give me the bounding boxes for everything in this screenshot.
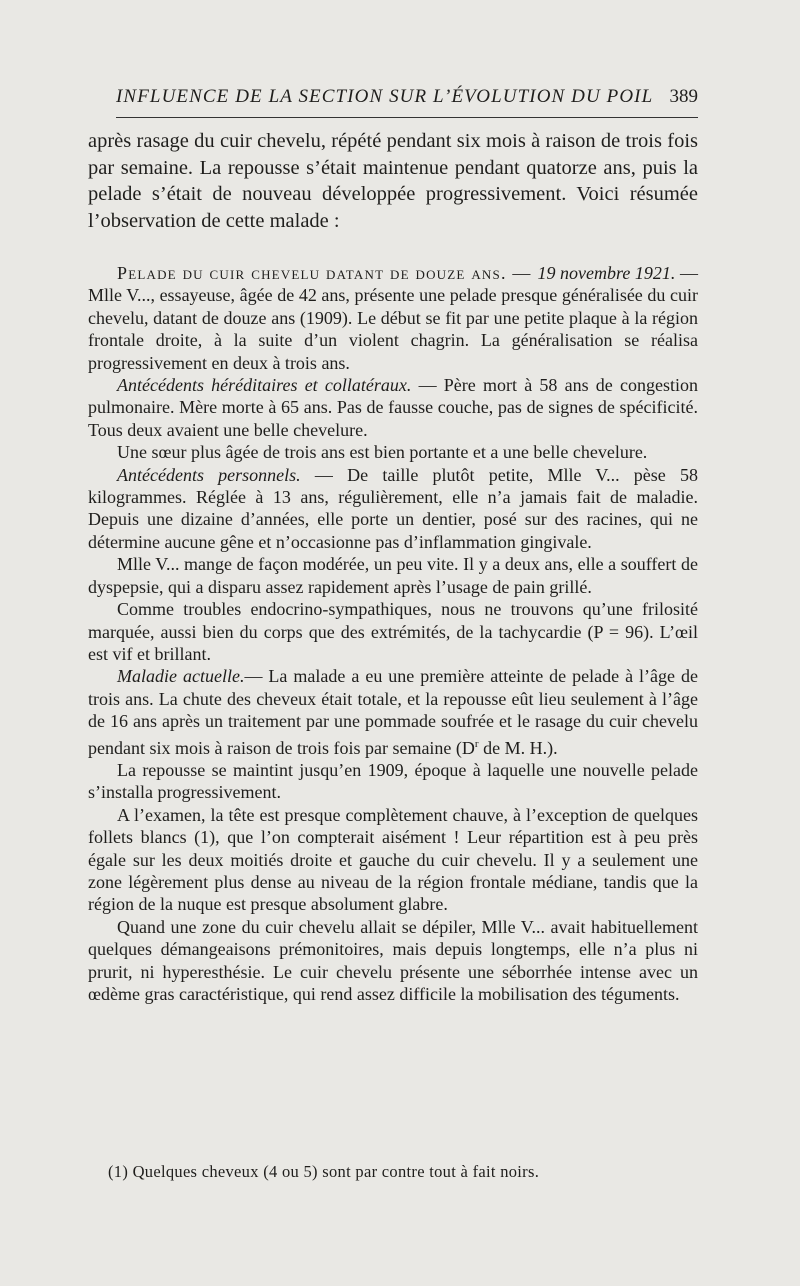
current-illness-text-b: de M. H.).	[478, 737, 558, 758]
header-rule	[116, 117, 698, 118]
page-number: 389	[669, 86, 698, 107]
case-observation	[88, 262, 698, 1005]
sister-paragraph: Une sœur plus âgée de trois ans est bien portante et a une belle chevelure.	[117, 442, 648, 463]
case-opening: — Mlle V..., essayeuse, âgée de 42 ans, présente une pelade presque généralisée du cuir chevelu, datant de douze ans (1909). Le début se fit par une petite plaque à la région frontale droite, à la suite d’un violent chagrin. La généralisation se réalisa progressivement en deux à trois ans.	[88, 263, 699, 373]
personal-paragraph	[88, 464, 698, 554]
hereditary-paragraph	[88, 374, 698, 441]
current-illness-paragraph	[88, 665, 698, 759]
eating-paragraph: Mlle V... mange de façon modérée, un peu vite. Il y a deux ans, elle a souffert de dyspepsie, qui a disparu assez rapidement après l’usage de pain grillé.	[88, 554, 698, 597]
current-illness-text-a: — La malade a eu une première atteinte de pelade à l’âge de trois ans. La chute des cheveux était totale, et la repousse eût lieu seulement à l’âge de 16 ans après un traitement par une pommade soufrée et le rasage du cuir chevelu pendant six mois à raison de trois fois par semaine (D	[88, 666, 698, 758]
personal-label: Antécédents personnels.	[117, 464, 301, 485]
footnote: (1) Quelques cheveux (4 ou 5) sont par contre tout à fait noirs.	[108, 1162, 540, 1181]
regrowth-paragraph: La repousse se maintint jusqu’en 1909, époque à laquelle une nouvelle pelade s’installa progressivement.	[88, 759, 698, 803]
intro-paragraph: après rasage du cuir chevelu, répété pendant six mois à raison de trois fois par semaine. La repousse s’était maintenue pendant quatorze ans, puis la pelade s’était de nouveau développée progressivement. Voici résumée l’observation de cette malade :	[88, 130, 698, 233]
examination-paragraph: A l’examen, la tête est presque complètement chauve, à l’exception de quelques follets blancs (1), que l’on compterait aisément ! Leur répartition est à peu près égale sur les deux moitiés droite et gauche du cuir chevelu. Il y a seulement une zone légèrement plus dense au niveau de la région frontale médiane, tandis que la région de la nuque est presque absolument glabre.	[88, 804, 698, 915]
depilation-paragraph: Quand une zone du cuir chevelu allait se dépiler, Mlle V... avait habituellement quelques démangeaisons prémonitoires, mais depuis longtemps, elle n’a plus ni prurit, ni hyperesthésie. Le cuir chevelu présente une séborrhée intense avec un œdème gras caractéristique, qui rend assez difficile la mobilisation des téguments.	[88, 916, 698, 1004]
case-date: 19 novembre 1921.	[537, 263, 676, 283]
current-illness-label: Maladie actuelle.	[117, 666, 245, 687]
hereditary-label: Antécédents héréditaires et collatéraux.	[117, 375, 412, 396]
intro-block	[88, 128, 698, 235]
doctor-superscript: r	[474, 737, 479, 750]
running-title: INFLUENCE DE LA SECTION SUR L’ÉVOLUTION DU POIL	[116, 86, 654, 107]
running-header	[116, 86, 698, 110]
endocrine-paragraph: Comme troubles endocrino-sympathiques, nous ne trouvons qu’une frilosité marquée, aussi bien du corps que des extrémités, de la tachycardie (P = 96). L’œil est vif et brillant.	[88, 599, 698, 664]
hereditary-text: — Père mort à 58 ans de congestion pulmonaire. Mère morte à 65 ans. Pas de fausse couche, pas de signes de spécificité. Tous deux avaient une belle chevelure.	[88, 375, 698, 440]
personal-text: — De taille plutôt petite, Mlle V... pèse 58 kilogrammes. Réglée à 13 ans, régulièrement, elle n’a jamais fait de maladie. Depuis une dizaine d’années, elle porte un dentier, posé sur des racines, qui ne détermine aucune gêne et n’occasionne pas d’inflammation gingivale.	[88, 464, 699, 552]
case-opening-paragraph	[88, 262, 698, 374]
case-heading: Pelade du cuir chevelu datant de douze ans. —	[117, 263, 538, 283]
